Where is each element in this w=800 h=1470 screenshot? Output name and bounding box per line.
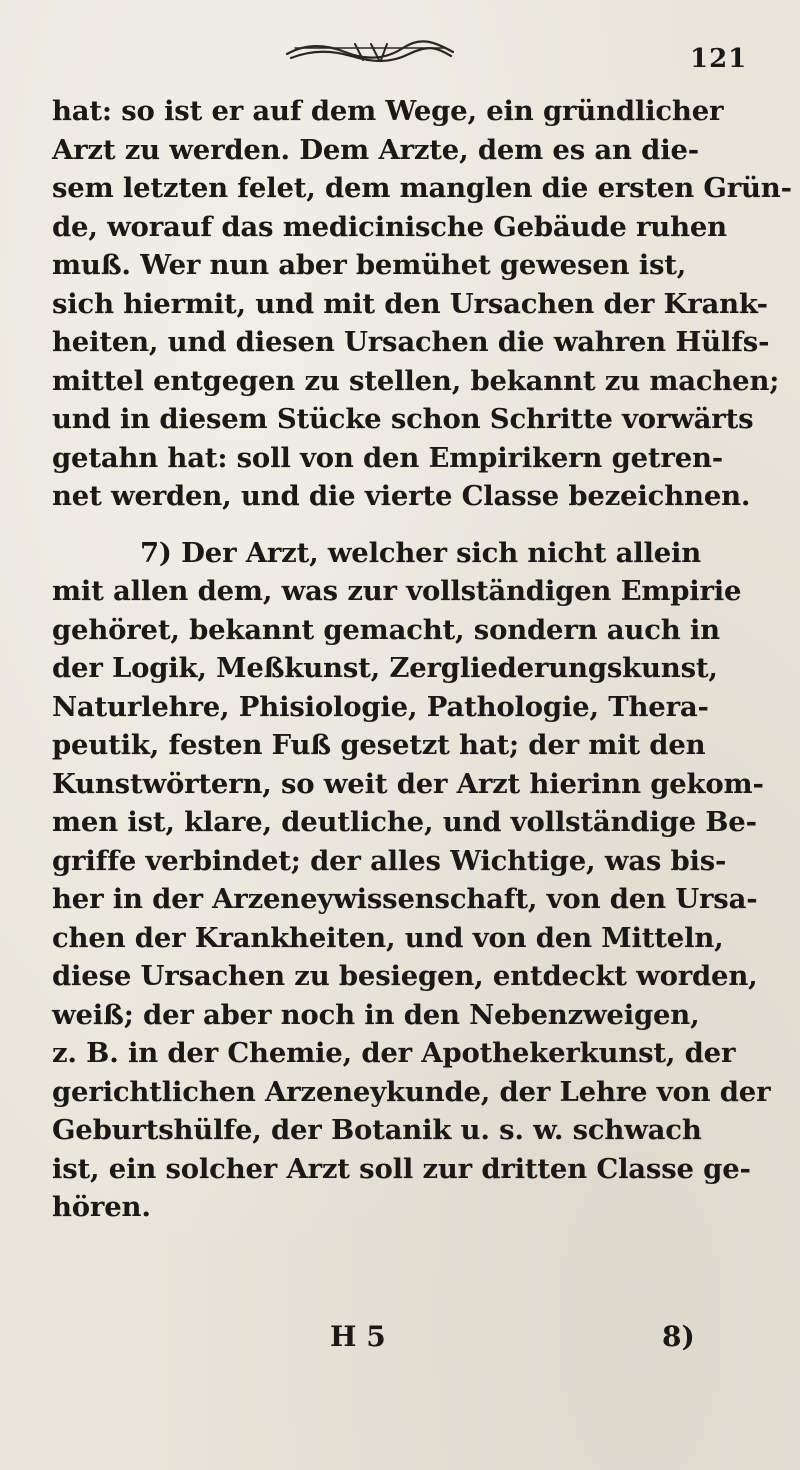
signature-mark: H 5 — [330, 1320, 386, 1353]
text-line: Kunstwörtern, so weit der Arzt hierinn gekom- — [52, 767, 764, 800]
paragraph-start-line: 7) Der Arzt, welcher sich nicht allein — [140, 536, 702, 569]
paragraph-gap — [52, 516, 772, 534]
page-number: 121 — [690, 44, 748, 74]
text-line: hat: so ist er auf dem Wege, ein gründlicher — [52, 95, 724, 127]
text-line: weiß; der aber noch in den Nebenzweigen, — [52, 998, 700, 1031]
text-line: gerichtlichen Arzeneykunde, der Lehre von der — [52, 1075, 771, 1108]
text-line: mit allen dem, was zur vollständigen Empirie — [52, 575, 742, 607]
text-line: und in diesem Stücke schon Schritte vorwärts — [52, 403, 754, 435]
text-line: de, worauf das medicinische Gebäude ruhen — [52, 210, 727, 243]
text-line: griffe verbindet; der alles Wichtige, was bis- — [52, 844, 727, 877]
text-line: net werden, und die vierte Classe bezeichnen. — [52, 480, 751, 512]
text-line: der Logik, Meßkunst, Zergliederungskunst, — [52, 652, 718, 684]
text-line: mittel entgegen zu stellen, bekannt zu machen; — [52, 364, 780, 397]
text-line: z. B. in der Chemie, der Apothekerkunst, der — [52, 1037, 736, 1069]
body-text — [52, 92, 792, 1227]
text-line: ist, ein solcher Arzt soll zur dritten Classe ge- — [52, 1152, 751, 1185]
header-ornament — [285, 36, 455, 68]
text-line: getahn hat: soll von den Empirikern getren- — [52, 441, 724, 474]
catchword: 8) — [662, 1320, 695, 1353]
text-line: her in der Arzeneywissenschaft, von den Ursa- — [52, 883, 758, 915]
text-line: sich hiermit, und mit den Ursachen der Krank- — [52, 287, 768, 320]
text-line: men ist, klare, deutliche, und vollständige Be- — [52, 806, 757, 838]
text-line: sem letzten felet, dem manglen die ersten Grün- — [52, 172, 792, 204]
text-line: Naturlehre, Phisiologie, Pathologie, Thera- — [52, 690, 709, 723]
text-line: Arzt zu werden. Dem Arzte, dem es an die- — [52, 133, 699, 166]
text-line: heiten, und diesen Ursachen die wahren Hülfs- — [52, 326, 770, 358]
page-footer — [0, 1320, 800, 1370]
text-line: chen der Krankheiten, und von den Mitteln, — [52, 921, 724, 954]
text-line: Geburtshülfe, der Botanik u. s. w. schwach — [52, 1114, 702, 1146]
text-line: gehöret, bekannt gemacht, sondern auch in — [52, 613, 720, 646]
text-line: hören. — [52, 1191, 151, 1223]
text-line: peutik, festen Fuß gesetzt hat; der mit den — [52, 729, 706, 761]
text-line: diese Ursachen zu besiegen, entdeckt worden, — [52, 960, 758, 992]
text-line: muß. Wer nun aber bemühet gewesen ist, — [52, 249, 687, 281]
